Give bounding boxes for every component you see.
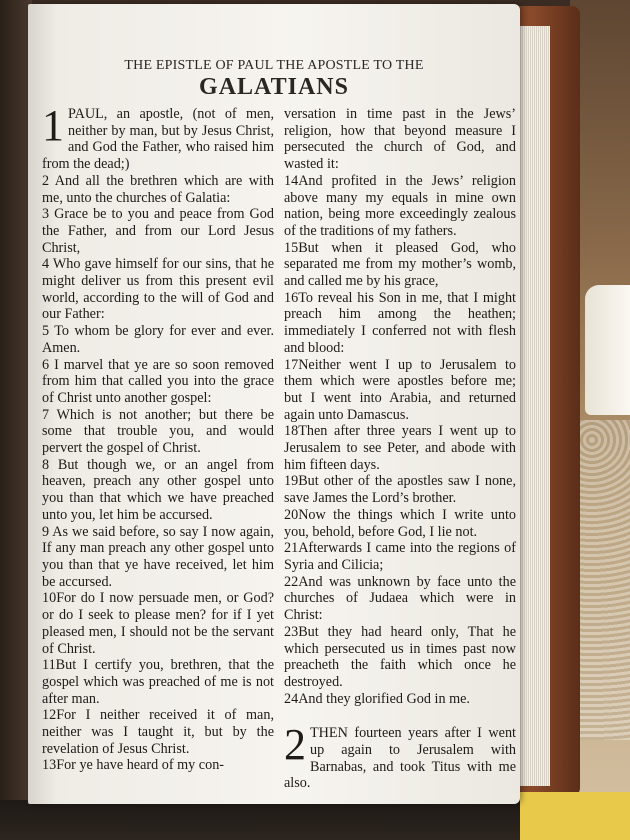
verse-1-19: 19But other of the apostles saw I none, save James the Lord’s brother. — [284, 473, 516, 507]
chapter-1-dropcap: 1 — [42, 101, 64, 150]
verse-1-18: 18Then after three years I went up to Jerusalem to see Peter, and abode with him fifteen days. — [284, 423, 516, 473]
verse-1-11: 11But I certify you, brethren, that the gospel which was preached of me is not after man. — [42, 657, 274, 707]
verse-1-4: 4 Who gave himself for our sins, that he might deliver us from this present evil world, according to the will of God and our Father: — [42, 256, 274, 323]
chapter-2-dropcap: 2 — [284, 720, 306, 770]
verse-1-23: 23But they had heard only, That he which persecuted us in times past now preacheth the faith which once he destroyed. — [284, 623, 516, 690]
verse-1-16: 16To reveal his Son in me, that I might preach him among the heathen; immediately I conferred not with flesh and blood: — [284, 289, 516, 356]
verse-1-10: 10For do I now persuade men, or God? or do I seek to please men? for if I yet pleased men, I should not be the servant of Christ. — [42, 590, 274, 657]
book-header — [28, 58, 520, 100]
yellow-box — [520, 792, 630, 840]
verse-1-7: 7 Which is not another; but there be some that trouble you, and would pervert the gospel of Christ. — [42, 406, 274, 457]
verse-1-3: 3 Grace be to you and peace from God the Father, and from our Lord Jesus Christ, — [42, 206, 274, 256]
right-column — [284, 106, 516, 792]
verse-1-15: 15But when it pleased God, who separated me from my mother’s womb, and called me by his grace, — [284, 239, 516, 290]
verse-1-1 — [42, 101, 274, 173]
lace-doily — [572, 420, 630, 740]
epistle-title: THE EPISTLE OF PAUL THE APOSTLE TO THE — [124, 58, 424, 73]
verse-1-6: 6 I marvel that ye are so soon removed from him that called you into the grace of Christ unto another gospel: — [42, 356, 274, 406]
verse-1-17: 17Neither went I up to Jerusalem to them which were apostles before me; but I went into Arabia, and returned again unto Damascus. — [284, 356, 516, 423]
left-column — [42, 101, 274, 774]
book-title: GALATIANS — [199, 74, 349, 100]
verse-1-14: 14And profited in the Jews’ religion above many my equals in mine own nation, being more exceedingly zealous of the traditions of my fathers. — [284, 172, 516, 239]
verse-1-5: 5 To whom be glory for ever and ever. Amen. — [42, 323, 274, 356]
verse-2-1-text: THEN fourteen years after I went up again to Jerusalem with Barnabas, and took Titus with me also. — [284, 725, 516, 792]
verse-1-8: 8 But though we, or an angel from heaven, preach any other gospel unto you than that which we have preached unto you, let him be accursed. — [42, 456, 274, 523]
verse-1-24: 24And they glorified God in me. — [284, 690, 470, 707]
verse-1-13-cont: versation in time past in the Jews’ religion, how that beyond measure I persecuted the church of God, and wasted it: — [284, 106, 516, 173]
verse-1-2: 2 And all the brethren which are with me, unto the churches of Galatia: — [42, 172, 274, 206]
verse-1-22: 22And was unknown by face unto the churches of Judaea which were in Christ: — [284, 573, 516, 624]
verse-2-1 — [284, 720, 516, 792]
verse-1-1-text: PAUL, an apostle, (not of men, neither by man, but by Jesus Christ, and God the Father, who raised him from the dead;) — [42, 106, 274, 173]
verse-1-12: 12For I neither received it of man, neither was I taught it, but by the revelation of Jesus Christ. — [42, 707, 274, 757]
verse-1-9: 9 As we said before, so say I now again, If any man preach any other gospel unto you than that ye have received, let him be accursed. — [42, 523, 274, 590]
candle — [585, 285, 630, 415]
verse-1-21: 21Afterwards I came into the regions of Syria and Cilicia; — [284, 540, 516, 573]
verse-1-13: 13For ye have heard of my con- — [42, 757, 225, 774]
verse-1-20: 20Now the things which I write unto you, behold, before God, I lie not. — [284, 506, 516, 540]
